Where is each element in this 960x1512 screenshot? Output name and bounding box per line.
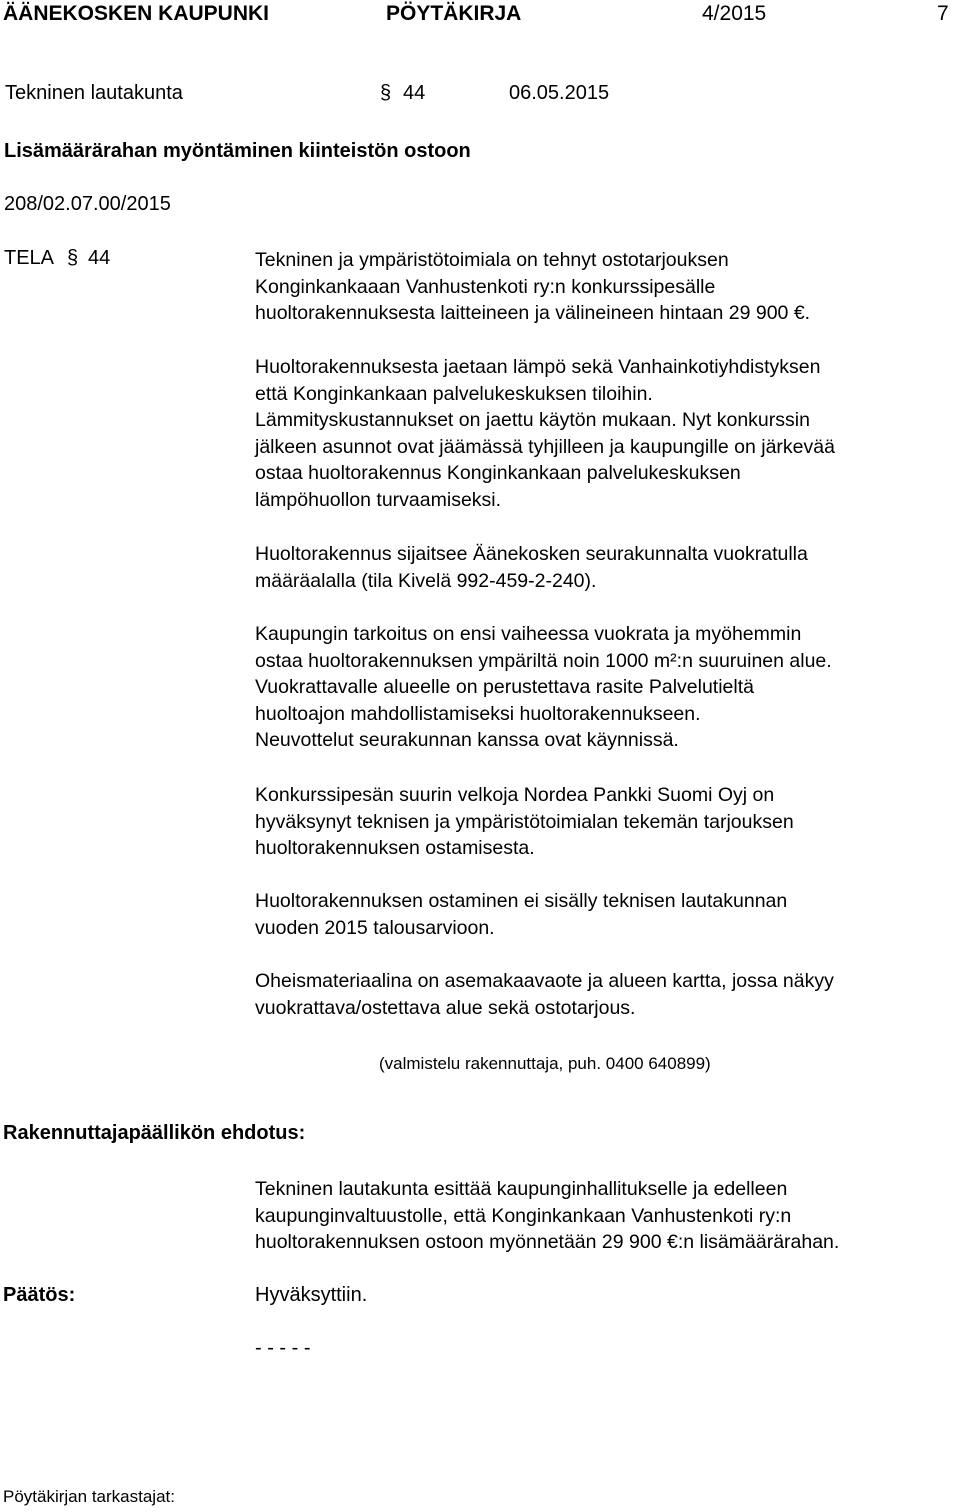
paragraph-line: vuokrattava/ostettava alue sekä ostotarjous. [255,996,636,1019]
document-type: PÖYTÄKIRJA [386,2,522,25]
preparer-note: (valmistelu rakennuttaja, puh. 0400 640899) [379,1054,711,1073]
paragraph-line: määräalalla (tila Kivelä 992-459-2-240). [255,569,597,592]
paragraph-line: jälkeen asunnot ovat jäämässä tyhjilleen ja kaupungille on järkevää [255,435,835,458]
proposal-line: kaupunginvaltuustolle, että Konginkankaan Vanhustenkoti ry:n [255,1204,792,1227]
item-ref-number: 44 [88,247,111,269]
meeting-date: 06.05.2015 [509,82,610,104]
paragraph-line: Lämmityskustannukset on jaettu käytön mukaan. Nyt konkurssin [255,409,810,432]
page-number: 7 [937,2,949,25]
proposal-text [255,1176,955,1256]
decision-text: Hyväksyttiin. [255,1284,368,1306]
body-paragraph [255,968,955,1021]
body-paragraph [255,621,955,754]
item-ref-section-symbol: § [67,247,79,269]
reviewers-label: Pöytäkirjan tarkastajat: [3,1487,175,1506]
body-paragraph [255,782,955,862]
paragraph-line: hyväksynyt teknisen ja ympäristötoimialan tekemän tarjouksen [255,810,794,833]
body-paragraph [255,247,955,327]
proposal-label: Rakennuttajapäällikön ehdotus: [3,1122,306,1144]
paragraph-line: lämpöhuollon turvaamiseksi. [255,488,502,511]
body-paragraph [255,541,955,594]
paragraph-line: Konginkankaaan Vanhustenkoti ry:n konkurssipesälle [255,275,716,298]
paragraph-line: ostaa huoltorakennuksen ympäriltä noin 1000 m²:n suuruinen alue. [255,649,832,672]
section-symbol: § [380,82,392,104]
section-number: 44 [403,82,426,104]
paragraph-line: huoltoajon mahdollistamiseksi huoltorakennukseen. [255,702,701,725]
page-title: Lisämäärärahan myöntäminen kiinteistön ostoon [4,140,471,162]
proposal-line: huoltorakennuksen ostoon myönnetään 29 900 €:n lisämäärärahan. [255,1231,840,1254]
paragraph-line: Huoltorakennuksen ostaminen ei sisälly teknisen lautakunnan [255,890,788,912]
paragraph-line: Vuokrattavalle alueelle on perustettava rasite Palvelutieltä [255,676,754,699]
body-paragraph [255,888,955,941]
paragraph-line: Huoltorakennuksesta jaetaan lämpö sekä Vanhainkotiyhdistyksen [255,356,821,378]
paragraph-line: Kaupungin tarkoitus on ensi vaiheessa vuokrata ja myöhemmin [255,623,802,645]
decision-label: Päätös: [3,1284,76,1306]
paragraph-line: Tekninen ja ympäristötoimiala on tehnyt ostotarjouksen [255,249,729,271]
file-number: 208/02.07.00/2015 [4,193,171,215]
municipality-name: ÄÄNEKOSKEN KAUPUNKI [3,2,270,25]
section-separator: - - - - - [255,1337,311,1359]
board-name: Tekninen lautakunta [5,82,183,104]
paragraph-line: Konkurssipesän suurin velkoja Nordea Pankki Suomi Oyj on [255,784,775,806]
paragraph-line: että Konginkankaan palvelukeskuksen tiloihin. [255,382,653,405]
paragraph-line: Neuvottelut seurakunnan kanssa ovat käynnissä. [255,729,679,752]
document-number: 4/2015 [702,2,767,25]
paragraph-line: Oheismateriaalina on asemakaavaote ja alueen kartta, jossa näkyy [255,970,834,992]
proposal-line: Tekninen lautakunta esittää kaupunginhallitukselle ja edelleen [255,1178,788,1200]
paragraph-line: huoltorakennuksesta laitteineen ja välineineen hintaan 29 900 €. [255,302,811,325]
paragraph-line: huoltorakennuksen ostamisesta. [255,837,535,860]
paragraph-line: vuoden 2015 talousarvioon. [255,916,495,939]
paragraph-line: Huoltorakennus sijaitsee Äänekosken seurakunnalta vuokratulla [255,543,808,565]
body-paragraph [255,354,955,514]
paragraph-line: ostaa huoltorakennus Konginkankaan palvelukeskuksen [255,462,741,485]
item-ref-label: TELA [4,247,55,269]
